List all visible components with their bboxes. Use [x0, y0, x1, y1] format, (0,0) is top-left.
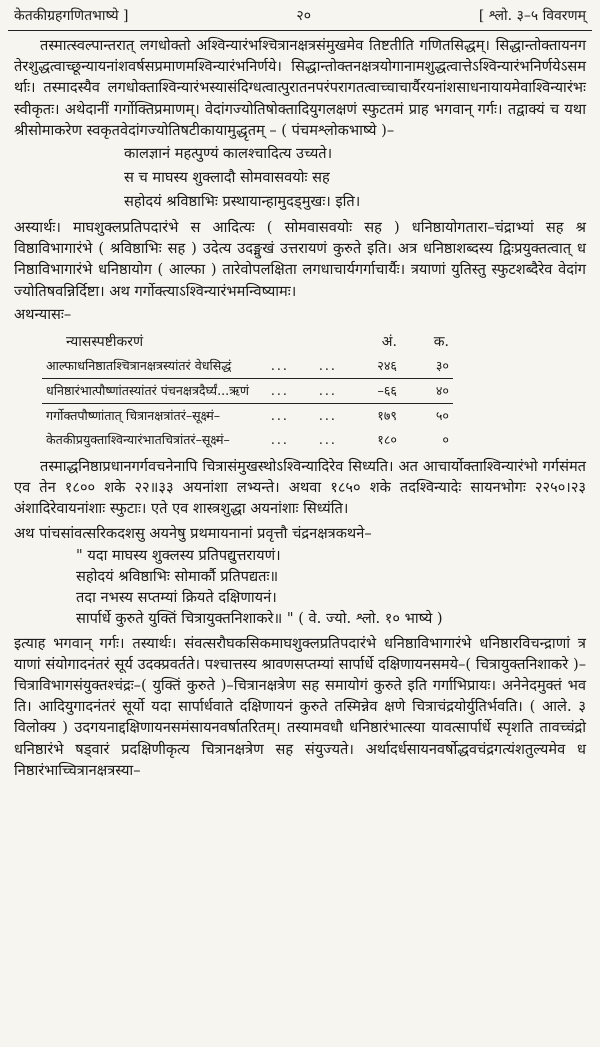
verse-line: " यदा माघस्य शुक्लस्य प्रतिपद्युत्तरायणं। [76, 546, 281, 564]
nyasa-label: अथन्यासः– [14, 305, 72, 323]
col-header-degree: अं. [381, 334, 397, 351]
verse-line: सार्पार्धे कुरुते युक्तिं चित्रायुक्तनिशाकरे॥ " ( वे. ज्यो. श्लो. १० भाष्ये ) [76, 609, 443, 627]
table-title: न्यासस्पष्टीकरणं [66, 334, 144, 351]
row-kala: ० [442, 432, 449, 448]
row-degree: १७९ [349, 403, 401, 428]
row-kala: ४० [435, 383, 449, 399]
nyasa-table [42, 330, 453, 452]
paragraph-opening: तस्मात्स्वल्पान्तरात् लगधोक्तो अश्विन्यारंभश्चित्रानक्षत्रसंमुखमेव तिष्टतीति गणितसिद्धम्। सिद्धान्तोक्तायनगतेरशुद्धत्वाच्छून्यायनांशवर्षसप्रमाणमश्विन्यारंभनिर्णये। सिद्धान्तोक्तनक्षत्रयोगानामशुद्धत्वात्तेऽश्विन्यारंभनिर्णयेऽसमर्थाः। तस्मादस्यैव लगधोक्ताश्विन्यारंभस्यासंदिग्धत्वात्पुरातनपरंपरागतत्वाच्चाचार्यैरयनांशसाधनायायमेवाश्विन्यारंभः स्वीकृतः। अथेदानीं गर्गोक्तिप्रमाणम्। वेदांगज्योतिषोक्तादियुगलक्षणं स्फुटतमं प्राह भगवान् गर्गः। तद्वाक्यं च यथा श्रीसोमाकरेण स्वकृतवेदांगज्योतिषटीकायामुद्धृतम् – ( पंचमश्लोकभाष्ये )– [14, 37, 586, 139]
verse-block-gargoktih [14, 143, 586, 213]
row-label: गर्गोक्तपौष्णांतात् चित्रानक्षत्रांतरं–सूक्ष्मं– [42, 403, 253, 428]
table-header-row [42, 330, 453, 354]
row-kala: ५० [401, 403, 453, 428]
verse-line: सहोदयं श्रविष्ठाभिः सोमार्कौ प्रतिपद्यतः॥ [76, 567, 279, 585]
verse-line: स च माघस्य शुक्लादौ सोमवासवयोः सह [124, 169, 330, 187]
row-label: धनिष्ठारंभात्पौष्णांतस्यांतरं पंचनक्षत्रदैर्घ्यं...ऋणं [46, 383, 249, 399]
verse-block-garga [14, 545, 586, 629]
page-number: २० [296, 7, 311, 24]
table-row: गर्गोक्तपौष्णांतात् चित्रानक्षत्रांतरं–सूक्ष्मं– ... ... १७९ ५० [42, 403, 453, 428]
paragraph-commentary: अस्यार्थः। माघशुक्लप्रतिपदारंभे स आदित्यः ( सोमवासवयोः सह ) धनिष्ठायोगतारा–चंद्राभ्यां सह श्रविष्ठाविभागारंभे ( श्रविष्ठाभिः सह ) उदेत्य उदङ्मुखं उत्तरायणं कुरुते इति। अत्र धनिष्ठाशब्दस्य द्विःप्रयुक्तत्वात् धनिष्ठाविभागारंभे धनिष्ठायोग ( आल्फा ) तारेवोपलक्षिता लगधाचार्यगर्गाचार्यैः। त्रयाणां युतिस्तु स्फुटशब्दैरेव वेदांगज्योतिषवन्निर्दिष्टा। अथ गर्गोक्त्याऽश्विन्यारंभमन्विष्यामः। [14, 219, 586, 300]
col-header-kala: क. [433, 334, 449, 351]
verse-line: कालज्ञानं महत्पुण्यं कालश्चादित्य उच्यते। [124, 145, 333, 163]
verse-line: तदा नभस्य सप्तम्यां क्रियते दक्षिणायनं। [76, 588, 277, 606]
page-header [8, 0, 592, 31]
table-row: केतकीप्रयुक्ताश्विन्यारंभातचित्रांतरं–सूक्ष्मं– ... ... १८० ० [42, 428, 453, 452]
row-degree: २४६ [377, 358, 397, 374]
running-title: केतकीग्रहगणितभाष्ये ] [14, 7, 129, 24]
table-row: धनिष्ठारंभात्पौष्णांतस्यांतरं पंचनक्षत्रदैर्घ्यं...ऋणं ... ... –६६ ४० [42, 378, 453, 403]
row-kala: ३० [435, 358, 449, 374]
section-reference: [ श्लो. ३–५ विवरणम् [478, 7, 586, 24]
row-degree: –६६ [377, 383, 397, 399]
verse-line: सहोदयं श्रविष्ठाभिः प्रस्थायान्हामुदड्मुखः। इति। [124, 193, 361, 211]
paragraph-conclusion: तस्माद्धनिष्ठाप्रधानगर्गवचनेनापि चित्रासंमुखस्थोऽश्विन्यादिरेव सिध्यति। अत आचार्योक्ताश्विन्यारंभो गर्गसंमत एव तेन १८०० शके २२॥३३ अयनांशा लभ्यन्ते। अथवा १८५० शके तदश्विन्यादेः सायनभोगः २२५०।२३ अंशादिरेवायनांशाः स्फुटाः। एते एव शास्त्रशुद्धा अयनांशाः सिध्यंति। [14, 457, 586, 518]
row-degree: १८० [377, 432, 397, 448]
paragraph-final: इत्याह भगवान् गर्गः। तस्यार्थः। संवत्सरौघकसिकमाघशुक्लप्रतिपदारंभे धनिष्ठाविभागारंभे धनिष्ठारविचन्द्राणां त्रयाणां संयोगादनंतरं सूर्य उदक्प्रवर्तते। पश्चात्तस्य श्रावणसप्तम्यां सार्पार्धे दक्षिणायनसमये–( चित्रायुक्तनिशाकरे )–चित्राविभागसंयुक्तश्चंद्रः–( युक्तिं कुरुते )–चित्रानक्षत्रेण सह समायोगं कुरुते इति गर्गाभिप्रायः। अनेनेदमुक्तं भवति। आदियुगादनंतरं सूर्यो यदा सार्पार्धवाते दक्षिणायनं कुरुते तस्मिन्नेव क्षणे चित्राचंद्रयोर्युतिर्भवति। ( आले. ३ विलोक्य ) उदगयनाद्दक्षिणायनसमंसायनवर्षातरितम्। तस्यामवधौ धनिष्ठारंभात्स्या यावत्सार्पार्धे स्पृशति तावच्चंद्रो धनिष्ठारंभे षड्वारं प्रदक्षिणीकृत्य चित्रानक्षत्रेण सह संयुज्यते। अर्थादर्धसायनवर्षोद्धवचंद्रगत्यंशतुल्यमेव धनिष्ठारंभाच्चित्रानक्षत्रस्या– [14, 634, 586, 779]
row-label: आल्फाधनिष्ठातश्चित्रानक्षत्रस्यांतरं वेधसिद्धं [46, 358, 232, 374]
row-label: केतकीप्रयुक्ताश्विन्यारंभातचित्रांतरं–सूक्ष्मं– [46, 432, 230, 448]
table-row: आल्फाधनिष्ठातश्चित्रानक्षत्रस्यांतरं वेधसिद्धं ... ... २४६ ३० [42, 354, 453, 379]
paragraph-verse-intro: अथ पांचसांवत्सरिकदशसु अयनेषु प्रथमायनानां प्रवृत्तौ चंद्रनक्षत्रकथने– [14, 525, 372, 543]
